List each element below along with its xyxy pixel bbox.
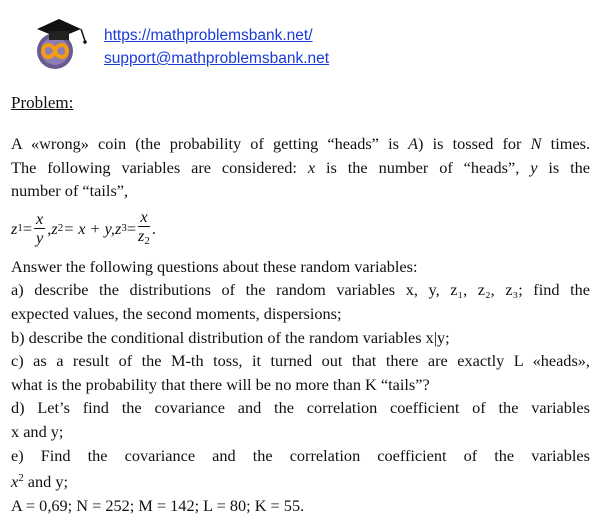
site-logo <box>33 11 97 75</box>
site-link[interactable]: https://mathproblemsbank.net/ <box>104 27 313 44</box>
question-d-line-2: x and y; <box>11 421 64 441</box>
parameters: A = 0,69; N = 252; M = 142; L = 80; K = 55. <box>11 495 305 515</box>
email-link[interactable]: support@mathproblemsbank.net <box>104 50 330 67</box>
question-a-line-1: a) describe the distributions of the random variables x, y, z₁, z₂, z₃; find the <box>11 280 590 300</box>
contact-links <box>104 24 329 70</box>
fraction-x-over-z2: $\frac{x}{z_2}$ <box>138 206 150 247</box>
question-b: b) describe the conditional distribution of the random variables x|y; <box>11 327 450 347</box>
questions-lead: Answer the following questions about these random variables: <box>11 256 418 276</box>
question-e-line-2: $x^2$ and y; <box>11 472 69 492</box>
question-d-line-1: d) Let’s find the covariance and the correlation coefficient of the variables <box>11 398 590 418</box>
question-e-line-1: e) Find the covariance and the correlation coefficient of the variables <box>11 445 590 465</box>
question-a-line-2: expected values, the second moments, dispersions; <box>11 303 342 323</box>
intro-line-1: A «wrong» coin (the probability of getting “heads” is A) is tossed for N times. <box>11 134 591 153</box>
formula: z 1 = $\frac{x}{y}$ , z 2 = x + y, z 3 = $\frac{x}{z_2}$ . <box>11 203 590 255</box>
fraction-x-over-y: $\frac{x}{y}$ <box>36 209 44 248</box>
problem-label: Problem: <box>11 93 74 112</box>
intro-line-2: The following variables are considered: x is the number of “heads”, y is the <box>11 157 591 177</box>
problem-text <box>11 132 590 517</box>
question-c-line-1: c) as a result of the M-th toss, it turned out that there are exactly L «heads», <box>11 351 590 371</box>
intro-line-3: number of “tails”, <box>11 181 129 201</box>
question-c-line-2: what is the probability that there will be no more than K “tails”? <box>11 374 430 394</box>
